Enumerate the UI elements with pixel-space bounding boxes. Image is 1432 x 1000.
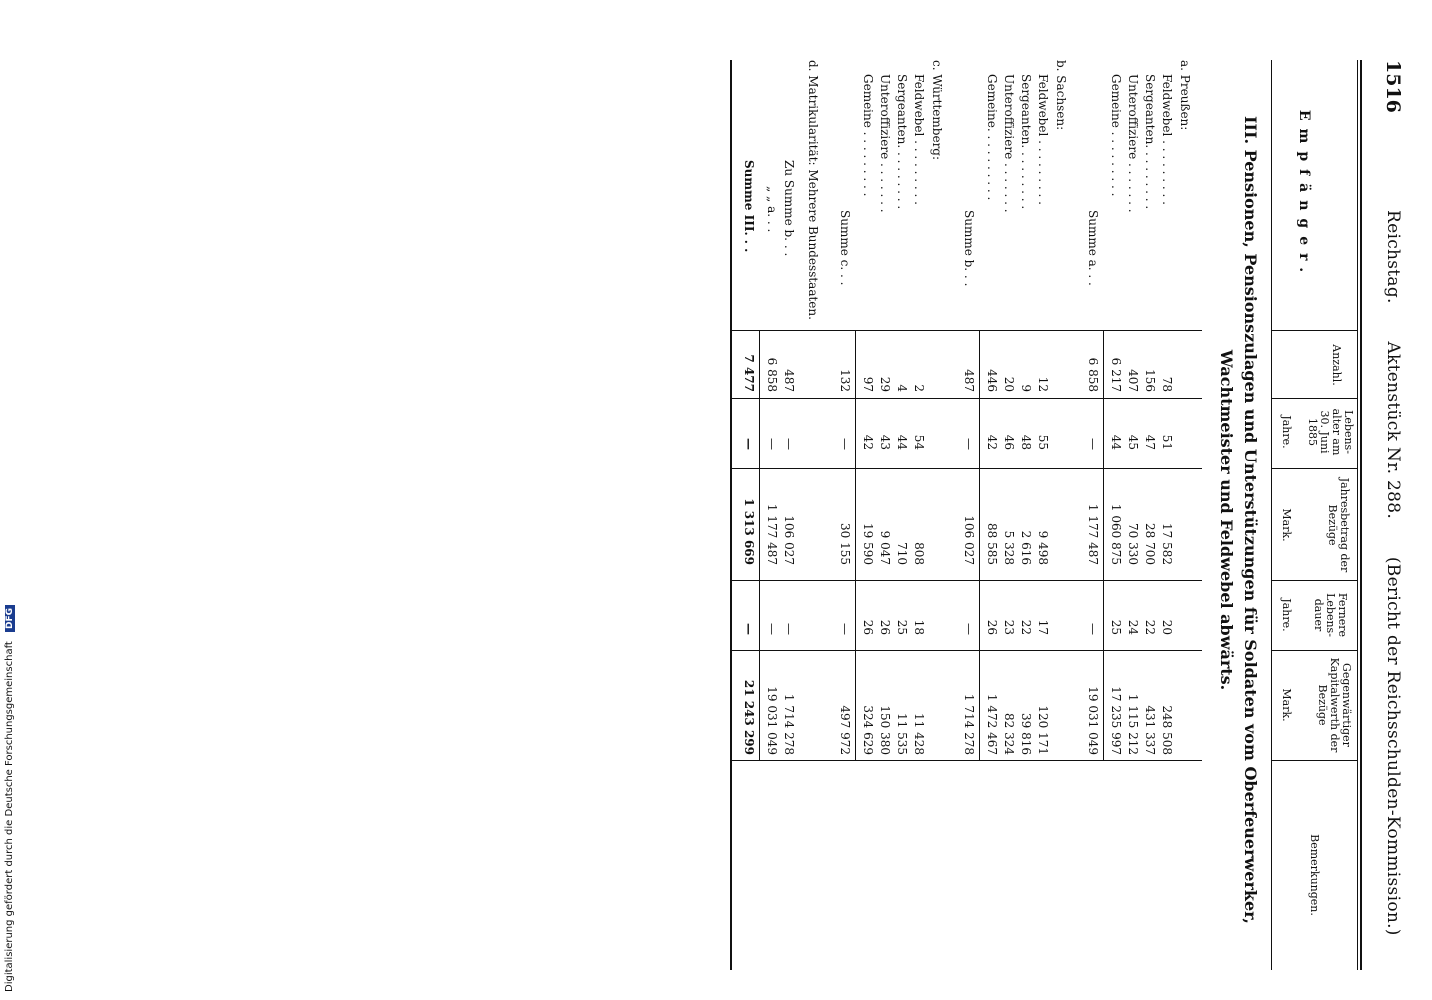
page-number: 1516 [1382,60,1404,113]
header-rule [1360,60,1362,970]
table-row: Gemeine . . . . . . . . . 97 42 19 590 26 324 629 [861,74,875,755]
col-kapitalwerth-unit: Mark. [1280,688,1293,722]
subtotal-rule [855,330,856,760]
column-rule [732,580,1202,581]
dfg-logo: DFG [5,605,15,632]
column-rule [732,650,1202,651]
column-rule [732,760,1202,761]
col-lebensdauer-unit: Jahre. [1280,598,1293,632]
group-heading: a. Preußen: [1178,60,1192,131]
subtotal-rule [979,330,980,760]
table-row: Feldwebel . . . . . . . . . 12 55 9 498 17 120 171 [1036,74,1050,755]
group-heading: d. Matrikularität: Mehrere Bundesstaaten. [806,60,820,320]
col-lebensdauer: Fernere Lebens-dauer [1312,592,1349,638]
col-kapitalwerth: Gegenwärtiger Kapitalwerth der Bezüge [1316,657,1353,753]
column-rule [732,468,1202,469]
col-lebensalter: Lebens-alter am 30. Juni 1885 [1306,408,1355,456]
subtotal-rule [759,330,760,760]
table-row: Sergeanten. . . . . . . . . 4 44 710 25 11 535 [895,74,909,755]
table-row: Sergeanten. . . . . . . . . 156 47 28 700 22 431 337 [1143,74,1157,755]
header-rule [1357,60,1358,970]
sum-row: Zu Summe b. . . 487 — 106 027 — 1 714 278 [782,160,796,755]
table-bottom-rule [730,60,732,970]
table-row: Gemeine. . . . . . . . . . 446 42 88 585 26 1 472 467 [985,74,999,755]
running-head-part: Reichstag. [1383,210,1403,304]
table-row: Unteroffiziere . . . . . . . 20 46 5 328 23 82 324 [1002,74,1016,755]
group-heading: c. Württemberg: [930,60,944,161]
col-empfaenger: Empfänger. [1296,109,1312,281]
sum-row: Summe a. . . 6 858 — 1 177 487 — 19 031 049 [1086,210,1100,755]
col-jahresbetrag-unit: Mark. [1280,508,1293,542]
credit-text: Digitalisierung gefördert durch die Deutsche Forschungsgemeinschaft [4,641,15,992]
column-rule [1272,760,1358,761]
col-anzahl: Anzahl. [1330,344,1343,386]
table-row: Unteroffiziere . . . . . . . 407 45 70 330 24 1 115 212 [1126,74,1140,755]
column-rule [1272,398,1358,399]
column-rule [1272,650,1358,651]
running-head-part: Aktenstück Nr. 288. [1383,341,1403,520]
sum-row: Summe b. . . 487 — 106 027 — 1 714 278 [962,210,976,755]
table-row: Feldwebel . . . . . . . . . 2 54 808 18 11 428 [912,74,926,755]
column-rule [732,398,1202,399]
column-rule [1272,580,1358,581]
running-head-part: (Bericht der Reichsschulden-Kommission.) [1383,556,1403,936]
table-row: Sergeanten. . . . . . . . . 9 48 2 616 22 39 816 [1019,74,1033,755]
total-row: Summe III. . . 7 477 — 1 313 669 — 21 243 299 [742,160,756,755]
running-header [1376,60,1410,970]
col-lebensalter-unit: Jahre. [1280,415,1293,449]
table-row: Gemeine . . . . . . . . . 6 217 44 1 060 875 25 17 235 997 [1109,74,1123,755]
table-row: Unteroffiziere . . . . . . . 29 43 9 047 26 150 380 [878,74,892,755]
col-bemerkungen: Bemerkungen. [1308,834,1321,916]
section-title-line2: Wachtmeister und Feldwebel abwärts. [1217,349,1236,691]
sum-row: Summe c. . . 132 — 30 155 — 497 972 [838,210,852,755]
section-title-line1: III. Pensionen, Pensionszulagen und Unterstützungen für Soldaten vom Oberfeuerwerker, [1241,116,1260,924]
column-rule [1272,330,1358,331]
col-jahresbetrag: Jahresbetrag der Bezüge [1326,477,1351,573]
table-row: Feldwebel . . . . . . . . . 78 51 17 582 20 248 508 [1160,74,1174,755]
header-bottom-rule [1271,60,1272,970]
column-rule [732,330,1202,331]
sum-row: „ „ a. . . 6 858 — 1 177 487 — 19 031 049 [765,186,779,755]
column-rule [1272,468,1358,469]
group-heading: b. Sachsen: [1054,60,1068,131]
digitization-credit [4,605,15,992]
subtotal-rule [1103,330,1104,760]
